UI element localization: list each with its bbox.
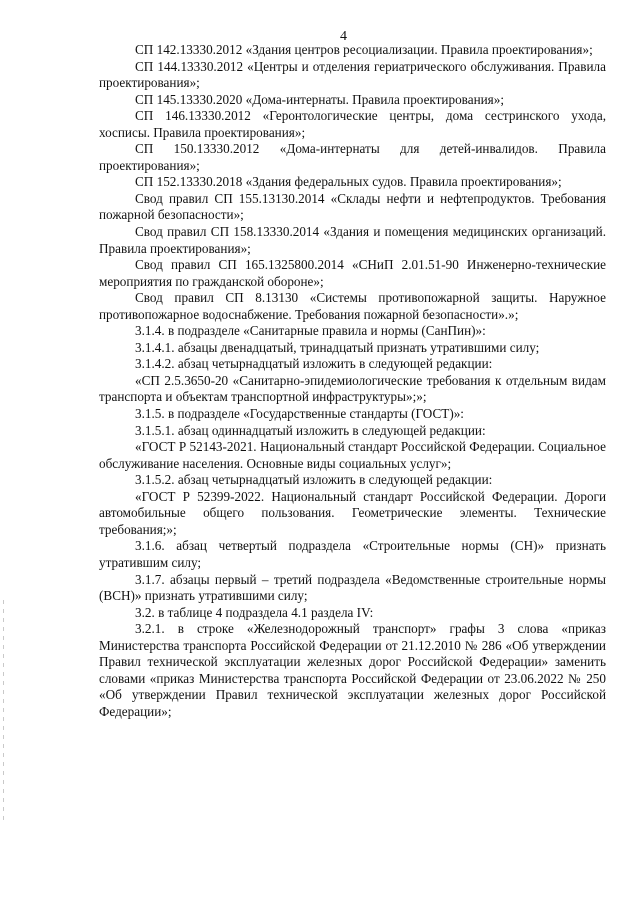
- paragraph: 3.1.4. в подразделе «Санитарные правила и нормы (СанПин)»:: [135, 323, 486, 339]
- paragraph: СП 142.13330.2012 «Здания центров ресоциализации. Правила проектирования»;: [135, 42, 593, 57]
- paragraph: СП 144.13330.2012 «Центры и отделения гериатрического обслуживания. Правила проектирования»;: [99, 58, 606, 91]
- paragraph: Свод правил СП 165.1325800.2014 «СНиП 2.01.51-90 Инженерно-технические мероприятия по гражданской обороне»;: [99, 257, 606, 289]
- paragraph: СП 146.13330.2012 «Геронтологические центры, дома сестринского ухода, хосписы. Правила проектирования»;: [99, 108, 606, 140]
- paragraph: СП 150.13330.2012 «Дома-интернаты для детей-инвалидов. Правила проектирования»;: [99, 141, 606, 173]
- document-body: [99, 42, 606, 720]
- paragraph: 3.2.1. в строке «Железнодорожный транспорт» графы 3 слова «приказ Министерства транспорта Российской Федерации от 21.12.2010 № 286 «Об утверждении Правил технической эксплуатации железных дорог Российской Федерации» заменить словами «приказ Министерства транспорта Российской Федерации от 23.06.2022 № 250 «Об утверждении Правил технической эксплуатации железных дорог Российской Федерации»;: [99, 621, 606, 719]
- paragraph: «ГОСТ Р 52399-2022. Национальный стандарт Российской Федерации. Дороги автомобильные общего пользования. Геометрические элементы. Технические требования;»;: [99, 488, 606, 537]
- paragraph: СП 145.13330.2020 «Дома-интернаты. Правила проектирования»;: [135, 91, 505, 107]
- paragraph: Свод правил СП 8.13130 «Системы противопожарной защиты. Наружное противопожарное водоснабжение. Требования пожарной безопасности».»;: [99, 290, 606, 322]
- paragraph: 3.2. в таблице 4 подраздела 4.1 раздела IV:: [135, 604, 374, 620]
- paragraph: 3.1.6. абзац четвертый подраздела «Строительные нормы (СН)» признать утратившим силу;: [99, 538, 606, 570]
- paragraph: 3.1.7. абзацы первый – третий подраздела «Ведомственные строительные нормы (ВСН)» признать утратившими силу;: [99, 571, 606, 604]
- paragraph: 3.1.5. в подразделе «Государственные стандарты (ГОСТ)»:: [135, 406, 464, 422]
- paragraph: «СП 2.5.3650-20 «Санитарно-эпидемиологические требования к отдельным видам транспорта и объектам транспортной инфраструктуры»;»;: [99, 372, 606, 405]
- scan-edge-mark: [3, 600, 4, 820]
- paragraph: Свод правил СП 155.13130.2014 «Склады нефти и нефтепродуктов. Требования пожарной безопасности»;: [99, 190, 606, 223]
- page-number: 4: [340, 29, 347, 44]
- paragraph: «ГОСТ Р 52143-2021. Национальный стандарт Российской Федерации. Социальное обслуживание населения. Основные виды социальных услуг»;: [99, 439, 606, 471]
- paragraph: 3.1.4.2. абзац четырнадцатый изложить в следующей редакции:: [135, 356, 493, 372]
- paragraph: 3.1.4.1. абзацы двенадцатый, тринадцатый признать утратившими силу;: [135, 339, 540, 355]
- paragraph: 3.1.5.1. абзац одиннадцатый изложить в следующей редакции:: [135, 422, 486, 438]
- paragraph: 3.1.5.2. абзац четырнадцатый изложить в следующей редакции:: [135, 472, 493, 488]
- paragraph: СП 152.13330.2018 «Здания федеральных судов. Правила проектирования»;: [135, 174, 562, 190]
- paragraph: Свод правил СП 158.13330.2014 «Здания и помещения медицинских организаций. Правила проектирования»;: [99, 224, 606, 256]
